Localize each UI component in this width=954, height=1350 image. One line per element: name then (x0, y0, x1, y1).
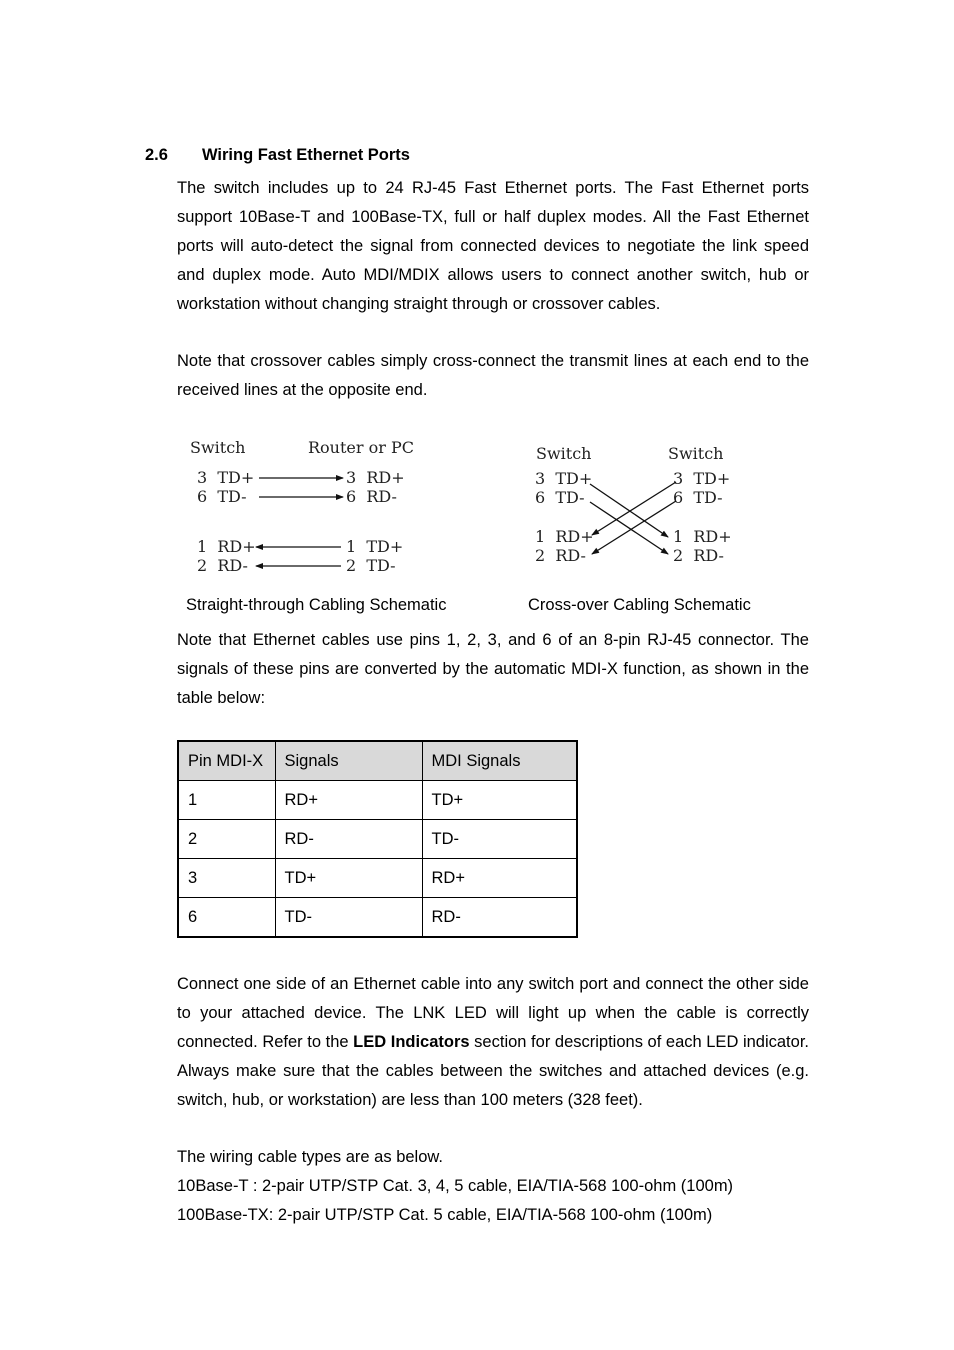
straight-left-pin: 2 RD- (197, 556, 248, 575)
crossover-left-title: Switch (536, 444, 592, 463)
table-cell: 2 (178, 820, 275, 859)
table-cell: TD+ (275, 859, 422, 898)
table-cell: TD- (422, 820, 577, 859)
crossover-left-pin: 3 TD+ (535, 469, 593, 488)
crossover-left-pin: 6 TD- (535, 488, 585, 507)
pins-note: Note that Ethernet cables use pins 1, 2, 3, and 6 of an 8-pin RJ-45 connector. The signals of these pins are converted by the automatic MDI-X function, as shown in the table below: (177, 631, 809, 707)
led-indicators-reference: LED Indicators (353, 1033, 470, 1051)
straight-right-title: Router or PC (308, 438, 414, 457)
straight-left-pin: 6 TD- (197, 487, 247, 506)
table-cell: 3 (178, 859, 275, 898)
intro-paragraph: The switch includes up to 24 RJ-45 Fast Ethernet ports. The Fast Ethernet ports support 10Base-T and 100Base-TX, full or half duplex modes. All the Fast Ethernet ports will auto-detect the signal from connected devices to negotiate the link speed and duplex mode. Auto MDI/MDIX allows users to connect another switch, hub or workstation without changing straight through or crossover cables. (177, 179, 809, 313)
straight-through-caption: Straight-through Cabling Schematic (186, 596, 447, 614)
crossover-right-title: Switch (668, 444, 724, 463)
straight-through-diagram (186, 432, 446, 580)
cable-type-line: 10Base-T : 2-pair UTP/STP Cat. 3, 4, 5 cable, EIA/TIA-568 100-ohm (100m) (177, 1177, 734, 1195)
table-cell: TD- (275, 898, 422, 938)
table-cell: RD+ (422, 859, 577, 898)
connect-text-after: section for descriptions of each LED indicator. Always make sure that the cables between the switches and attached devices (e.g. switch, hub, or workstation) are less than 100 meters (328 feet). (177, 1033, 809, 1109)
pin-signal-table (177, 740, 578, 938)
table-row (178, 859, 577, 898)
crossover-right-pin: 1 RD+ (673, 527, 732, 546)
straight-right-pin: 3 RD+ (346, 468, 405, 487)
crossover-left-pin: 1 RD+ (535, 527, 594, 546)
table-header-cell: MDI Signals (422, 741, 577, 781)
straight-right-pin: 6 RD- (346, 487, 397, 506)
table-cell: 6 (178, 898, 275, 938)
table-cell: RD- (275, 820, 422, 859)
connect-paragraph (177, 970, 809, 1115)
section-title: Wiring Fast Ethernet Ports (202, 146, 410, 164)
table-cell: TD+ (422, 781, 577, 820)
straight-left-pin: 1 RD+ (197, 537, 256, 556)
table-row (178, 781, 577, 820)
section-number: 2.6 (145, 146, 168, 164)
straight-right-pin: 2 TD- (346, 556, 396, 575)
straight-left-title: Switch (190, 438, 246, 457)
connect-text-before: Connect one side of an Ethernet cable into any switch port and connect the other side to your attached device. The LNK LED will light up when the cable is correctly connected. Refer to the (177, 975, 809, 1051)
crossover-right-pin: 6 TD- (673, 488, 723, 507)
crossover-left-pin: 2 RD- (535, 546, 586, 565)
table-header-row (178, 741, 577, 781)
crossover-right-pin: 3 TD+ (673, 469, 731, 488)
crossover-right-pin: 2 RD- (673, 546, 724, 565)
table-header-cell: Pin MDI-X (178, 741, 275, 781)
crossover-diagram (530, 438, 745, 573)
cable-type-line: 100Base-TX: 2-pair UTP/STP Cat. 5 cable, EIA/TIA-568 100-ohm (100m) (177, 1206, 713, 1224)
cable-types-intro: The wiring cable types are as below. (177, 1148, 443, 1166)
straight-left-pin: 3 TD+ (197, 468, 255, 487)
section-heading (145, 146, 410, 165)
table-row (178, 820, 577, 859)
table-cell: 1 (178, 781, 275, 820)
table-cell: RD- (422, 898, 577, 938)
crossover-caption: Cross-over Cabling Schematic (528, 596, 751, 614)
table-row (178, 898, 577, 938)
table-header-cell: Signals (275, 741, 422, 781)
straight-right-pin: 1 TD+ (346, 537, 404, 556)
crossover-note: Note that crossover cables simply cross-connect the transmit lines at each end to the received lines at the opposite end. (177, 352, 809, 399)
table-cell: RD+ (275, 781, 422, 820)
